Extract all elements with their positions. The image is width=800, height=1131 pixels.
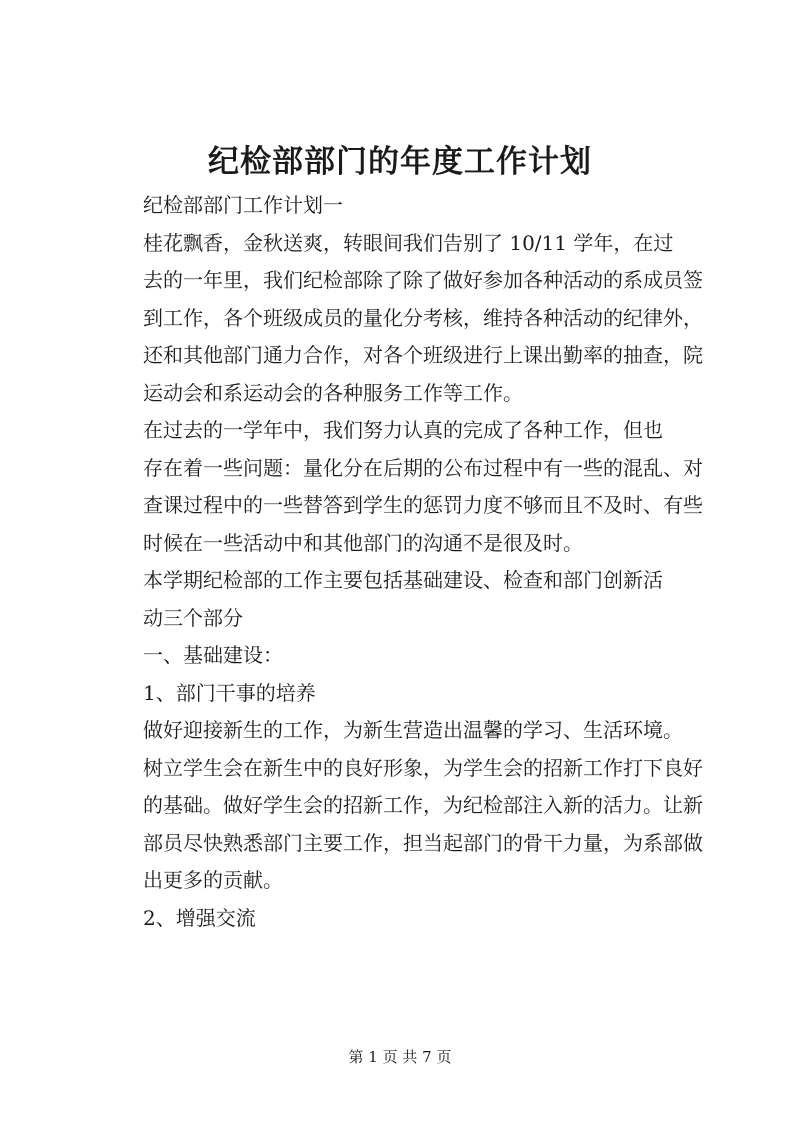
text-line: 1、部门干事的培养 [143, 680, 316, 705]
subsection-heading [103, 675, 703, 713]
text-line: 在过去的一学年中，我们努力认真的完成了各种工作，但也 [143, 418, 663, 442]
text-line: 动三个部分 [143, 605, 243, 630]
text-line: 查课过程中的一些替答到学生的惩罚力度不够而且不及时、有些 [143, 493, 703, 517]
paragraph [103, 225, 703, 413]
subsection-heading [103, 900, 703, 938]
text-line: 桂花飘香，金秋送爽，转眼间我们告别了 10/11 学年，在过 [143, 230, 674, 255]
document-body [103, 187, 703, 937]
document-title: 纪检部部门的年度工作计划 [208, 144, 592, 180]
paragraph [103, 187, 703, 225]
text-line: 出更多的贡献。 [143, 868, 283, 892]
text-line: 一、基础建设： [143, 643, 283, 667]
text-line: 到工作，各个班级成员的量化分考核，维持各种活动的纪律外， [143, 305, 703, 330]
text-line: 2、增强交流 [143, 905, 256, 930]
paragraph [103, 412, 703, 562]
text-line: 的基础。做好学生会的招新工作，为纪检部注入新的活力。让新 [143, 793, 703, 817]
text-line: 存在着一些问题：量化分在后期的公布过程中有一些的混乱、对 [143, 455, 703, 480]
text-line: 还和其他部门通力合作，对各个班级进行上课出勤率的抽查，院 [143, 343, 703, 367]
paragraph [103, 712, 703, 900]
text-line: 纪检部部门工作计划一 [143, 193, 343, 217]
text-line: 树立学生会在新生中的良好形象，为学生会的招新工作打下良好 [143, 755, 703, 780]
text-line: 去的一年里，我们纪检部除了除了做好参加各种活动的系成员签 [143, 268, 703, 292]
text-line: 运动会和系运动会的各种服务工作等工作。 [143, 380, 523, 405]
section-heading [103, 637, 703, 675]
text-line: 本学期纪检部的工作主要包括基础建设、检查和部门创新活 [143, 568, 663, 592]
page-number: 第 1 页 共 7 页 [348, 1048, 452, 1066]
paragraph [103, 562, 703, 637]
text-line: 部员尽快熟悉部门主要工作，担当起部门的骨干力量，为系部做 [143, 830, 703, 855]
text-line: 做好迎接新生的工作，为新生营造出温馨的学习、生活环境。 [143, 718, 683, 742]
text-line: 时候在一些活动中和其他部门的沟通不是很及时。 [143, 530, 583, 555]
